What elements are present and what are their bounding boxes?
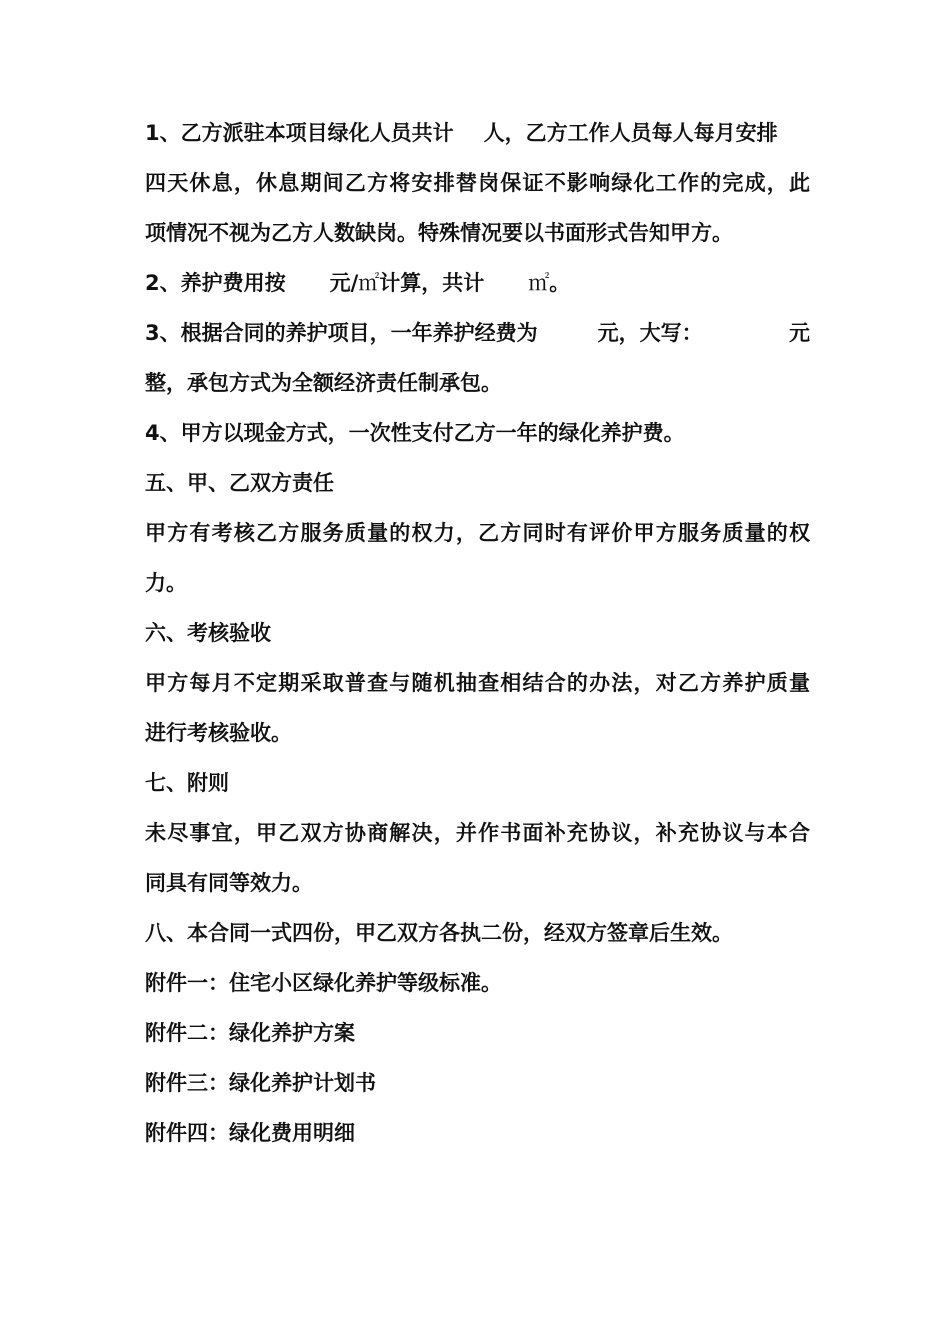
clause-1-text-b: 人，乙方工作人员每人每月安排 bbox=[483, 121, 778, 145]
attachment-1: 附件一：住宅小区绿化养护等级标准。 bbox=[145, 971, 502, 995]
clause-3-text-b: 元，大写： bbox=[597, 321, 703, 345]
section-5-line-1: 甲方有考核乙方服务质量的权力，乙方同时有评价甲方服务质量的权 bbox=[145, 521, 810, 545]
attachment-3: 附件三：绿化养护计划书 bbox=[145, 1071, 376, 1095]
clause-2-text-a: 2、养护费用按 bbox=[145, 271, 286, 295]
section-7-line-1: 未尽事宜，甲乙双方协商解决，并作书面补充协议，补充协议与本合 bbox=[145, 821, 810, 845]
section-8-line: 八、本合同一式四份，甲乙双方各执二份，经双方签章后生效。 bbox=[145, 921, 733, 945]
section-7-heading: 七、附则 bbox=[145, 771, 229, 795]
clause-1-line-1 bbox=[145, 108, 810, 158]
unit-square-meter-1: ㎡ bbox=[358, 271, 380, 295]
section-5-line-2: 力。 bbox=[145, 571, 187, 595]
unit-square-meter-2: ㎡ bbox=[528, 271, 550, 295]
clause-1-line-3: 项情况不视为乙方人数缺岗。特殊情况要以书面形式告知甲方。 bbox=[145, 221, 733, 245]
clause-3-text-a bbox=[145, 308, 703, 358]
clause-2-text-b: 元/ bbox=[329, 271, 359, 295]
attachment-4: 附件四：绿化费用明细 bbox=[145, 1121, 355, 1145]
clause-1-text-a: 1、乙方派驻本项目绿化人员共计 bbox=[145, 121, 454, 145]
document-page bbox=[145, 108, 810, 1158]
clause-2-line bbox=[145, 258, 810, 308]
clause-3-line-1 bbox=[145, 308, 810, 358]
section-6-line-1: 甲方每月不定期采取普查与随机抽查相结合的办法，对乙方养护质量 bbox=[145, 671, 810, 695]
clause-3-line-2: 整，承包方式为全额经济责任制承包。 bbox=[145, 371, 502, 395]
section-5-heading: 五、甲、乙双方责任 bbox=[145, 471, 334, 495]
section-6-heading: 六、考核验收 bbox=[145, 621, 271, 645]
clause-4-line: 4、甲方以现金方式，一次性支付乙方一年的绿化养护费。 bbox=[145, 421, 685, 445]
clause-1-line-2: 四天休息，休息期间乙方将安排替岗保证不影响绿化工作的完成，此 bbox=[145, 171, 810, 195]
clause-2-text-d: 。 bbox=[549, 271, 571, 295]
clause-3-text-c: 元 bbox=[789, 321, 810, 345]
clause-3-text-a-inner: 3、根据合同的养护项目，一年养护经费为 bbox=[145, 321, 538, 345]
clause-2-text-c: 计算，共计 bbox=[379, 271, 485, 295]
attachment-2: 附件二：绿化养护方案 bbox=[145, 1021, 355, 1045]
section-7-line-2: 同具有同等效力。 bbox=[145, 871, 313, 895]
section-6-line-2: 进行考核验收。 bbox=[145, 721, 292, 745]
